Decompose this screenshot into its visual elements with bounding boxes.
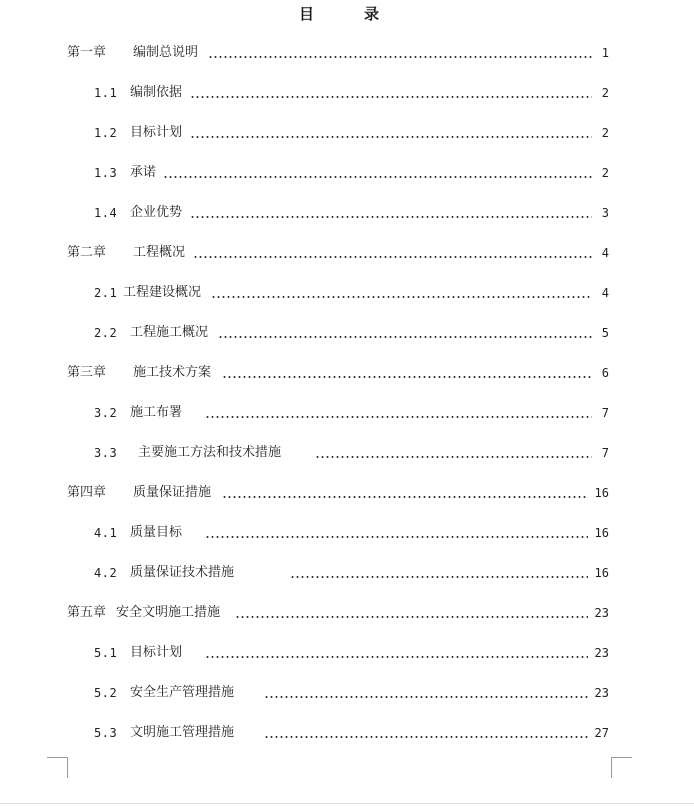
toc-label: 企业优势: [130, 205, 183, 220]
dot-leader: [222, 376, 592, 378]
toc-label: 承诺: [130, 165, 157, 180]
toc-label: 工程概况: [133, 245, 186, 260]
title-char-1: 目: [299, 5, 315, 23]
toc-page-number: 2: [601, 166, 609, 180]
dot-leader: [264, 696, 588, 698]
toc-page-number: 4: [601, 286, 609, 300]
title-char-2: 录: [364, 5, 380, 23]
toc-page-number: 7: [601, 446, 609, 460]
toc-entry-chapter-2[interactable]: [0, 243, 694, 263]
toc-number: 3.3: [94, 446, 118, 460]
toc-number: 5.3: [94, 726, 118, 740]
toc-entry-section-2-1[interactable]: [0, 283, 694, 303]
toc-entry-section-5-1[interactable]: [0, 643, 694, 663]
toc-entry-section-1-4[interactable]: [0, 203, 694, 223]
toc-entry-section-1-3[interactable]: [0, 163, 694, 183]
toc-number: 5.2: [94, 686, 118, 700]
toc-number: 3.2: [94, 406, 118, 420]
toc-entry-section-1-1[interactable]: [0, 83, 694, 103]
toc-label: 文明施工管理措施: [130, 725, 235, 740]
dot-leader: [211, 296, 592, 298]
toc-entry-chapter-5[interactable]: [0, 603, 694, 623]
toc-label: 目标计划: [130, 125, 183, 140]
toc-label: 安全文明施工措施: [116, 605, 221, 620]
crop-mark-left: [47, 757, 68, 778]
toc-number: 1.4: [94, 206, 118, 220]
toc-page-number: 2: [601, 126, 609, 140]
toc-number: 1.3: [94, 166, 118, 180]
dot-leader: [235, 616, 588, 618]
dot-leader: [205, 416, 592, 418]
toc-number: 第一章: [67, 45, 107, 60]
toc-number: 第四章: [67, 485, 107, 500]
toc-label: 质量目标: [130, 525, 183, 540]
toc-label: 编制依据: [130, 85, 183, 100]
toc-number: 5.1: [94, 646, 118, 660]
toc-page-number: 1: [601, 46, 609, 60]
toc-number: 第五章: [67, 605, 107, 620]
toc-label: 主要施工方法和技术措施: [138, 445, 282, 460]
toc-page-number: 6: [601, 366, 609, 380]
toc-number: 第二章: [67, 245, 107, 260]
toc-page-number: 16: [594, 486, 609, 500]
toc-page-number: 27: [594, 726, 609, 740]
toc-entry-section-5-3[interactable]: [0, 723, 694, 743]
dot-leader: [218, 336, 592, 338]
toc-entry-section-4-1[interactable]: [0, 523, 694, 543]
toc-label: 编制总说明: [133, 45, 199, 60]
toc-number: 1.2: [94, 126, 118, 140]
dot-leader: [222, 496, 588, 498]
dot-leader: [163, 176, 592, 178]
dot-leader: [190, 216, 592, 218]
toc-entry-section-3-3[interactable]: [0, 443, 694, 463]
dot-leader: [205, 536, 588, 538]
toc-label: 目标计划: [130, 645, 183, 660]
dot-leader: [190, 136, 592, 138]
dot-leader: [190, 96, 592, 98]
toc-label: 工程建设概况: [123, 285, 202, 300]
toc-number: 4.2: [94, 566, 118, 580]
toc-entry-section-2-2[interactable]: [0, 323, 694, 343]
toc-entry-section-1-2[interactable]: [0, 123, 694, 143]
toc-page-number: 2: [601, 86, 609, 100]
toc-page-number: 4: [601, 246, 609, 260]
toc-number: 4.1: [94, 526, 118, 540]
toc-page-number: 23: [594, 686, 609, 700]
toc-page-number: 16: [594, 526, 609, 540]
toc-page-number: 7: [601, 406, 609, 420]
toc-number: 1.1: [94, 86, 118, 100]
toc-number: 第三章: [67, 365, 107, 380]
toc-number: 2.2: [94, 326, 118, 340]
toc-label: 安全生产管理措施: [130, 685, 235, 700]
dot-leader: [205, 656, 588, 658]
toc-entry-chapter-4[interactable]: [0, 483, 694, 503]
toc-label: 施工技术方案: [133, 365, 212, 380]
toc-page-number: 3: [601, 206, 609, 220]
dot-leader: [193, 256, 592, 258]
toc-page-number: 5: [601, 326, 609, 340]
toc-page-number: 16: [594, 566, 609, 580]
page-title: [0, 3, 694, 25]
toc-label: 工程施工概况: [130, 325, 209, 340]
toc-label: 施工布署: [130, 405, 183, 420]
toc-entry-chapter-3[interactable]: [0, 363, 694, 383]
toc-entry-section-5-2[interactable]: [0, 683, 694, 703]
dot-leader: [208, 56, 592, 58]
toc-entry-section-3-2[interactable]: [0, 403, 694, 423]
dot-leader: [315, 456, 592, 458]
toc-entry-chapter-1[interactable]: [0, 43, 694, 63]
page-bottom-edge: [0, 803, 694, 804]
toc-page-number: 23: [594, 606, 609, 620]
toc-page-number: 23: [594, 646, 609, 660]
dot-leader: [290, 576, 588, 578]
toc-label: 质量保证技术措施: [130, 565, 235, 580]
toc-entry-section-4-2[interactable]: [0, 563, 694, 583]
crop-mark-right: [611, 757, 632, 778]
dot-leader: [264, 736, 588, 738]
toc-label: 质量保证措施: [133, 485, 212, 500]
toc-number: 2.1: [94, 286, 118, 300]
